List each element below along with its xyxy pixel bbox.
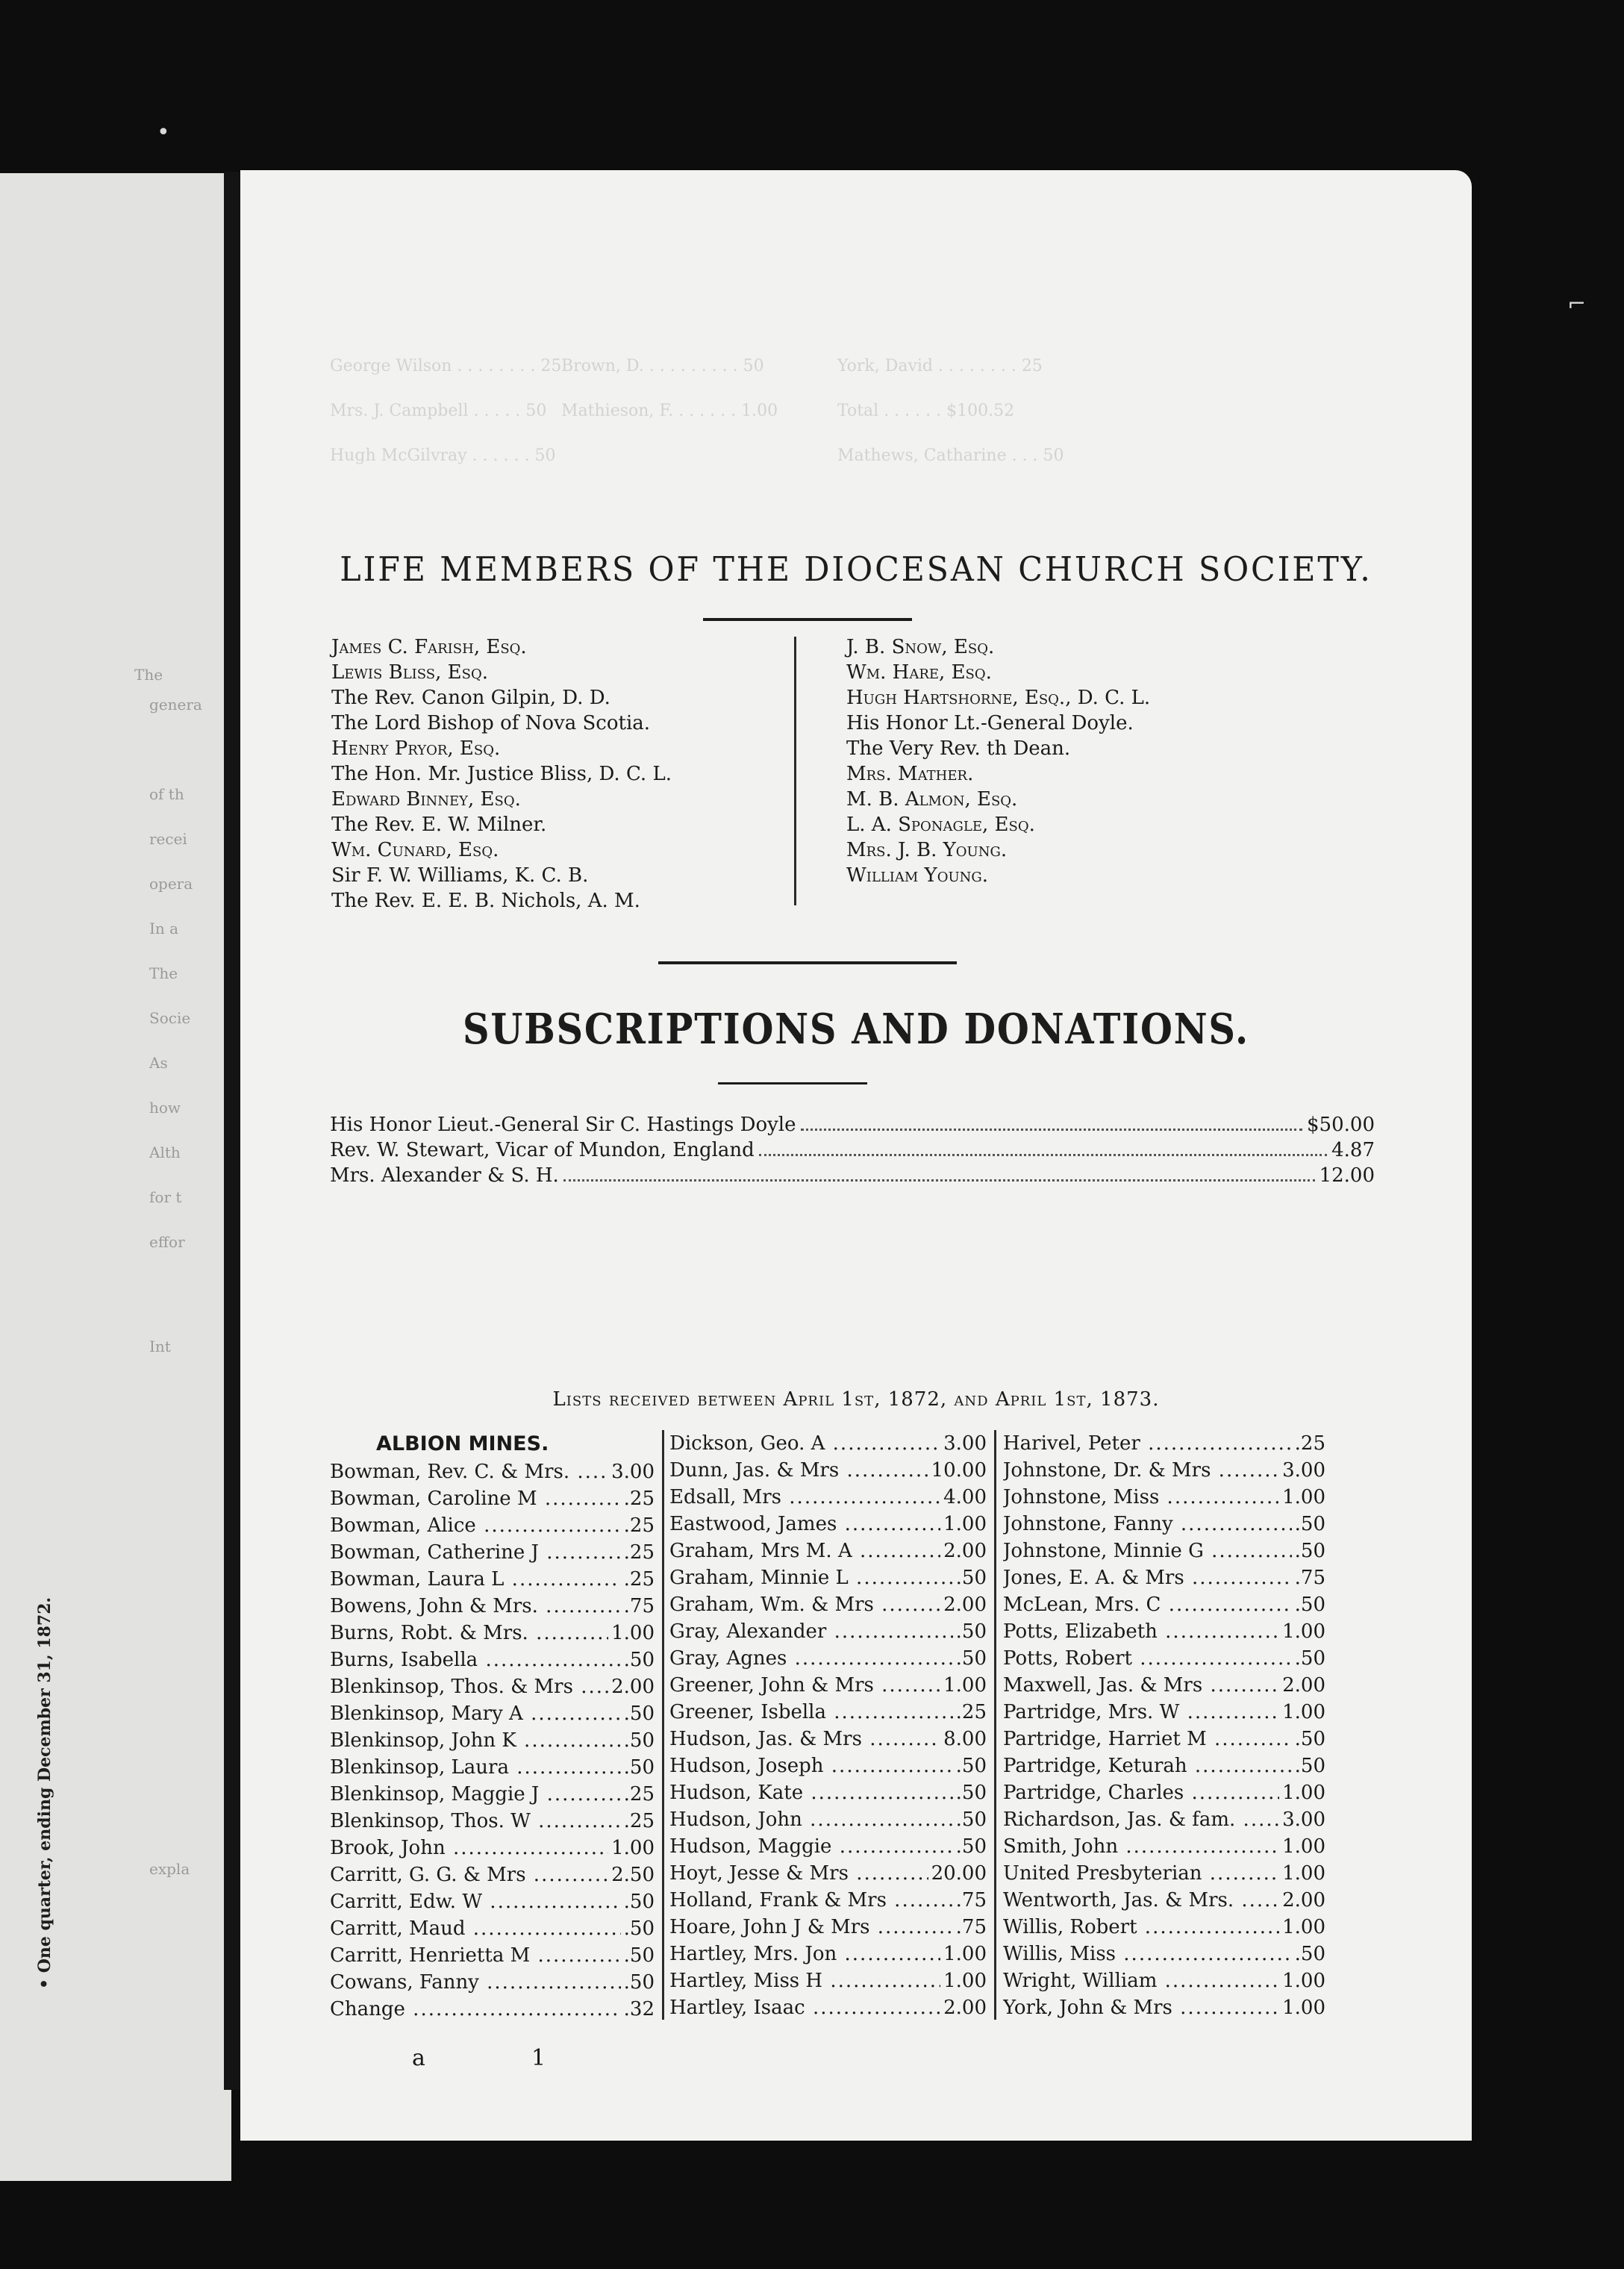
- subscriber-row: [1003, 1618, 1325, 1645]
- subscriber-name: Carritt, Maud .....: [330, 1915, 621, 1942]
- subscriber-row: [669, 1645, 987, 1672]
- subscription-columns: [330, 1430, 1382, 2035]
- subscriber-name: Eastwood, James .....: [669, 1511, 940, 1538]
- life-members-title: LIFE MEMBERS OF THE DIOCESAN CHURCH SOCIETY.: [340, 549, 1372, 589]
- subscriber-amount: 1.00: [1282, 1620, 1325, 1643]
- subscriber-row: [669, 1779, 987, 1806]
- subscriber-amount: .50: [1294, 1594, 1325, 1616]
- subscriber-name: Bowman, Catherine J .....: [330, 1539, 621, 1566]
- subscriber-amount: .50: [955, 1782, 987, 1804]
- subscriber-amount: .50: [623, 1944, 655, 1967]
- facing-page: The genera of th recei opera In a The Socie As how Alth for t effor Int expla • One quarter, ending December 31, 1872.: [0, 173, 231, 2181]
- subscriber-row: [330, 1485, 655, 1512]
- subscriber-amount: .25: [623, 1810, 655, 1832]
- subscriber-amount: .50: [1294, 1647, 1325, 1670]
- subscriber-row: [1003, 1994, 1325, 2021]
- column-divider: [662, 1430, 664, 2020]
- subscription-column-1: [330, 1430, 655, 2023]
- subscriber-amount: 3.00: [1282, 1459, 1325, 1482]
- subscriber-amount: .50: [1294, 1513, 1325, 1535]
- subscriber-row: [1003, 1753, 1325, 1779]
- subscriber-amount: 1.00: [943, 1674, 987, 1697]
- donation-row: His Honor Lieut.-General Sir C. Hastings Doyle $50.00: [330, 1114, 1375, 1136]
- subscriber-name: Partridge, Charles .....: [1003, 1779, 1279, 1806]
- subscriber-amount: 8.00: [943, 1728, 987, 1750]
- subscriber-row: [1003, 1538, 1325, 1564]
- subscriber-amount: .25: [623, 1488, 655, 1510]
- subscription-column-2: [669, 1430, 987, 2021]
- subscriber-row: [330, 1512, 655, 1539]
- life-member: Hugh Hartshorne, Esq., D. C. L.: [846, 687, 1151, 709]
- subscriber-amount: .75: [955, 1889, 987, 1911]
- life-member: The Very Rev. th Dean.: [846, 737, 1071, 760]
- life-member: The Rev. E. W. Milner.: [331, 814, 547, 836]
- subscriber-name: Hartley, Isaac .....: [669, 1994, 940, 2021]
- subscriber-row: [1003, 1779, 1325, 1806]
- subscriber-name: Johnstone, Miss .....: [1003, 1484, 1279, 1511]
- subscriber-name: Bowman, Caroline M .....: [330, 1485, 621, 1512]
- life-member: Henry Pryor, Esq.: [331, 737, 501, 760]
- subscriber-row: [1003, 1887, 1325, 1914]
- donation-row: Mrs. Alexander & S. H. 12.00: [330, 1164, 1375, 1187]
- subscriber-name: Hoare, John J & Mrs .....: [669, 1914, 953, 1941]
- subscriber-row: [669, 1591, 987, 1618]
- subscriber-name: Potts, Elizabeth .....: [1003, 1618, 1279, 1645]
- subscriber-name: Bowman, Laura L .....: [330, 1566, 621, 1593]
- subscriber-row: [1003, 1564, 1325, 1591]
- subscriber-amount: 20.00: [931, 1862, 987, 1885]
- title-rule: [703, 618, 912, 621]
- subscriber-row: [1003, 1941, 1325, 1967]
- subscriber-amount: .50: [955, 1808, 987, 1831]
- subscriber-row: [330, 1727, 655, 1754]
- subscriber-row: [1003, 1967, 1325, 1994]
- life-member: Sir F. W. Williams, K. C. B.: [331, 864, 589, 887]
- subscriber-row: [1003, 1457, 1325, 1484]
- subscriber-row: [669, 1833, 987, 1860]
- side-note: • One quarter, ending December 31, 1872.: [35, 1597, 54, 1989]
- subscriber-amount: 2.00: [1282, 1674, 1325, 1697]
- subscriber-row: [669, 1430, 987, 1457]
- subscriber-name: York, John & Mrs .....: [1003, 1994, 1279, 2021]
- subscriber-row: [330, 1700, 655, 1727]
- life-member: Edward Binney, Esq.: [331, 788, 521, 811]
- subscriber-amount: .50: [623, 1917, 655, 1940]
- subscriber-row: [1003, 1430, 1325, 1457]
- subscriber-amount: 2.50: [611, 1864, 655, 1886]
- subscriber-amount: 3.00: [1282, 1808, 1325, 1831]
- subscriber-name: Gray, Alexander .....: [669, 1618, 953, 1645]
- subscriber-name: Johnstone, Fanny .....: [1003, 1511, 1292, 1538]
- life-members-left: [331, 634, 672, 914]
- subscriber-row: [330, 1593, 655, 1620]
- subscriber-name: United Presbyterian .....: [1003, 1860, 1279, 1887]
- binding-shadow: [224, 172, 240, 2090]
- subscriber-name: Dunn, Jas. & Mrs .....: [669, 1457, 928, 1484]
- subscriber-row: [330, 1835, 655, 1861]
- subscriber-row: [669, 1538, 987, 1564]
- subscriber-row: [1003, 1511, 1325, 1538]
- subscriber-name: Graham, Minnie L .....: [669, 1564, 953, 1591]
- subscriber-amount: 1.00: [1282, 1970, 1325, 1992]
- subscriber-amount: .50: [623, 1702, 655, 1725]
- subscriber-name: Hudson, Kate .....: [669, 1779, 953, 1806]
- life-members-right: [846, 634, 1150, 888]
- subscriber-row: [330, 1566, 655, 1593]
- subscriber-amount: 2.00: [943, 1997, 987, 2019]
- subscriber-name: Potts, Robert .....: [1003, 1645, 1292, 1672]
- subscriber-name: Carritt, G. G. & Mrs .....: [330, 1861, 608, 1888]
- subscriber-amount: 2.00: [611, 1676, 655, 1698]
- life-member: The Hon. Mr. Justice Bliss, D. C. L.: [331, 763, 672, 785]
- page-number: 1: [531, 2045, 546, 2071]
- subscriber-amount: .50: [955, 1620, 987, 1643]
- subscriber-amount: 1.00: [1282, 1916, 1325, 1938]
- subscriber-name: Bowman, Rev. C. & Mrs. .....: [330, 1458, 608, 1485]
- life-member: Wm. Hare, Esq.: [846, 661, 992, 684]
- subscriber-row: [669, 1699, 987, 1726]
- subscriber-row: [1003, 1645, 1325, 1672]
- subscriber-row: [1003, 1860, 1325, 1887]
- subscriber-name: Johnstone, Minnie G .....: [1003, 1538, 1292, 1564]
- subscriber-row: [669, 1994, 987, 2021]
- subscriber-name: Maxwell, Jas. & Mrs .....: [1003, 1672, 1279, 1699]
- speck-mark: ⌐: [1567, 291, 1587, 317]
- subscriber-name: Cowans, Fanny .....: [330, 1969, 621, 1996]
- subscriber-amount: .25: [623, 1541, 655, 1564]
- subscriptions-rule: [718, 1082, 867, 1084]
- subscriber-amount: .50: [623, 1649, 655, 1671]
- subscriber-name: Brook, John .....: [330, 1835, 608, 1861]
- subscriber-row: [669, 1941, 987, 1967]
- subscriber-row: [1003, 1914, 1325, 1941]
- subscriber-row: [1003, 1484, 1325, 1511]
- subscriber-row: [669, 1806, 987, 1833]
- subscriber-row: [330, 1781, 655, 1808]
- subscriber-row: [669, 1914, 987, 1941]
- subscriber-name: Hudson, Maggie .....: [669, 1833, 953, 1860]
- subscriber-amount: 1.00: [611, 1837, 655, 1859]
- subscriber-row: [1003, 1833, 1325, 1860]
- subscriber-amount: 2.00: [943, 1594, 987, 1616]
- subscriber-row: [330, 1915, 655, 1942]
- subscription-column-3: [1003, 1430, 1325, 2021]
- subscriber-name: Smith, John .....: [1003, 1833, 1279, 1860]
- subscriber-name: Graham, Wm. & Mrs .....: [669, 1591, 940, 1618]
- signature-mark: a: [412, 2045, 425, 2071]
- subscriber-amount: .50: [1294, 1755, 1325, 1777]
- subscriber-name: Dickson, Geo. A .....: [669, 1430, 940, 1457]
- subscriber-name: Johnstone, Dr. & Mrs .....: [1003, 1457, 1279, 1484]
- subscriber-row: [669, 1967, 987, 1994]
- subscriber-name: Bowman, Alice .....: [330, 1512, 621, 1539]
- subscriber-name: Hudson, Jas. & Mrs .....: [669, 1726, 940, 1753]
- subscriber-amount: 1.00: [1282, 1486, 1325, 1508]
- subscriber-name: Carritt, Edw. W .....: [330, 1888, 621, 1915]
- life-member: The Rev. E. E. B. Nichols, A. M.: [331, 890, 640, 912]
- subscriber-row: [669, 1726, 987, 1753]
- subscriber-name: Edsall, Mrs .....: [669, 1484, 940, 1511]
- life-member: Mrs. Mather.: [846, 763, 974, 785]
- subscriber-row: [669, 1753, 987, 1779]
- subscriber-row: [669, 1511, 987, 1538]
- subscriber-name: Blenkinsop, Maggie J .....: [330, 1781, 621, 1808]
- subscriber-name: Wentworth, Jas. & Mrs. .....: [1003, 1887, 1279, 1914]
- subscriber-amount: .32: [623, 1998, 655, 2020]
- subscriber-amount: .75: [623, 1595, 655, 1617]
- subscriber-amount: 1.00: [1282, 1782, 1325, 1804]
- subscriber-amount: .50: [955, 1835, 987, 1858]
- subscriber-name: Richardson, Jas. & fam. .....: [1003, 1806, 1279, 1833]
- life-member: Wm. Cunard, Esq.: [331, 839, 499, 861]
- subscriber-row: [330, 1942, 655, 1969]
- life-member: William Young.: [846, 864, 989, 887]
- subscriber-name: Willis, Miss .....: [1003, 1941, 1292, 1967]
- subscriber-name: Blenkinsop, Thos. & Mrs .....: [330, 1673, 608, 1700]
- subscriber-amount: .50: [1294, 1943, 1325, 1965]
- subscriber-amount: 1.00: [1282, 1862, 1325, 1885]
- subscriber-name: Holland, Frank & Mrs .....: [669, 1887, 953, 1914]
- subscriber-name: Greener, Isbella .....: [669, 1699, 953, 1726]
- subscriber-row: [1003, 1726, 1325, 1753]
- subscriber-amount: .25: [623, 1783, 655, 1805]
- subscriber-row: [330, 1996, 655, 2023]
- subscriber-name: Partridge, Keturah .....: [1003, 1753, 1292, 1779]
- subscriber-name: Harivel, Peter .....: [1003, 1430, 1292, 1457]
- subscriber-row: [669, 1564, 987, 1591]
- subscriber-name: Hartley, Miss H .....: [669, 1967, 940, 1994]
- subscriber-name: McLean, Mrs. C .....: [1003, 1591, 1292, 1618]
- subscriber-amount: .50: [955, 1567, 987, 1589]
- life-member: Lewis Bliss, Esq.: [331, 661, 488, 684]
- subscriber-name: Blenkinsop, Thos. W .....: [330, 1808, 621, 1835]
- subscriber-amount: 1.00: [943, 1513, 987, 1535]
- subscriber-name: Gray, Agnes .....: [669, 1645, 953, 1672]
- subscriber-row: [669, 1672, 987, 1699]
- life-member: The Lord Bishop of Nova Scotia.: [331, 712, 651, 734]
- subscriber-name: Partridge, Mrs. W .....: [1003, 1699, 1279, 1726]
- subscriber-row: [330, 1539, 655, 1566]
- document-page: [240, 170, 1472, 2141]
- subscriber-row: [330, 1888, 655, 1915]
- subscriber-amount: .50: [1294, 1540, 1325, 1562]
- subscriber-amount: .25: [623, 1514, 655, 1537]
- subscriber-row: [330, 1754, 655, 1781]
- subscriber-amount: .75: [955, 1916, 987, 1938]
- subscriber-name: Burns, Robt. & Mrs. .....: [330, 1620, 608, 1647]
- subscriber-amount: .50: [623, 1756, 655, 1779]
- subscriber-row: [1003, 1672, 1325, 1699]
- donation-row: Rev. W. Stewart, Vicar of Mundon, England 4.87: [330, 1139, 1375, 1161]
- subscriptions-title: SUBSCRIPTIONS AND DONATIONS.: [463, 1005, 1249, 1054]
- subscriber-amount: 1.00: [611, 1622, 655, 1644]
- subscriber-amount: .75: [1294, 1567, 1325, 1589]
- subscriber-name: Graham, Mrs M. A .....: [669, 1538, 940, 1564]
- subscriber-amount: 10.00: [931, 1459, 987, 1482]
- subscriber-amount: 1.00: [943, 1970, 987, 1992]
- subscriber-name: Greener, John & Mrs .....: [669, 1672, 940, 1699]
- subscriber-name: Hoyt, Jesse & Mrs .....: [669, 1860, 928, 1887]
- section-heading: ALBION MINES.: [376, 1432, 549, 1455]
- subscriber-name: Change .....: [330, 1996, 621, 2023]
- subscriber-name: Burns, Isabella .....: [330, 1647, 621, 1673]
- life-member: His Honor Lt.-General Doyle.: [846, 712, 1134, 734]
- subscriber-amount: 1.00: [1282, 1835, 1325, 1858]
- subscriber-amount: 3.00: [611, 1461, 655, 1483]
- subscriber-row: [669, 1484, 987, 1511]
- subscriber-row: [669, 1887, 987, 1914]
- subscriber-amount: .25: [1294, 1432, 1325, 1455]
- subscriber-name: Blenkinsop, Laura .....: [330, 1754, 621, 1781]
- speck-mark: •: [157, 119, 170, 146]
- subscriber-row: [330, 1673, 655, 1700]
- subscriber-amount: 1.00: [1282, 1997, 1325, 2019]
- subscriber-row: [330, 1861, 655, 1888]
- subscriber-amount: .50: [623, 1891, 655, 1913]
- subscriber-row: [669, 1457, 987, 1484]
- column-divider: [994, 1430, 996, 2020]
- subscriber-name: Hudson, John .....: [669, 1806, 953, 1833]
- subscriber-amount: .50: [623, 1971, 655, 1994]
- subscriber-row: [330, 1969, 655, 1996]
- life-member: J. B. Snow, Esq.: [846, 636, 995, 658]
- subscriber-row: [330, 1808, 655, 1835]
- subscriber-name: Carritt, Henrietta M .....: [330, 1942, 621, 1969]
- subscriber-row: [669, 1860, 987, 1887]
- subscriber-amount: 1.00: [943, 1943, 987, 1965]
- subscriber-row: [1003, 1699, 1325, 1726]
- subscriber-row: [330, 1620, 655, 1647]
- subscriber-amount: .25: [623, 1568, 655, 1591]
- subscriber-amount: 4.00: [943, 1486, 987, 1508]
- subscriber-amount: .50: [623, 1729, 655, 1752]
- subscriber-row: [330, 1647, 655, 1673]
- subscriber-name: Hudson, Joseph .....: [669, 1753, 953, 1779]
- life-member: L. A. Sponagle, Esq.: [846, 814, 1035, 836]
- subscriber-amount: 3.00: [943, 1432, 987, 1455]
- life-member: M. B. Almon, Esq.: [846, 788, 1018, 811]
- life-member: Mrs. J. B. Young.: [846, 839, 1008, 861]
- subscriber-row: [330, 1458, 655, 1485]
- subscriber-amount: .50: [955, 1647, 987, 1670]
- lists-heading: Lists received between April 1st, 1872, and April 1st, 1873.: [552, 1388, 1160, 1411]
- subscriber-amount: 2.00: [943, 1540, 987, 1562]
- subscriber-name: Hartley, Mrs. Jon .....: [669, 1941, 940, 1967]
- bleed-through: George Wilson . . . . . . . . 25 Brown, D. . . . . . . . . . 50 York, David . . . . . . . . 25 Mrs. J. Campbell . . . . . 50 Mathieson, F. . . . . . . 1.00 Total . . . . . . $100.52 Hugh McGilvray . . . . . . 50 Mathews, Catharine . . . 50: [330, 357, 1064, 465]
- subscriber-amount: .50: [955, 1755, 987, 1777]
- section-rule: [658, 961, 957, 964]
- subscriber-row: [1003, 1806, 1325, 1833]
- subscriber-name: Bowens, John & Mrs. .....: [330, 1593, 621, 1620]
- subscriber-row: [1003, 1591, 1325, 1618]
- subscriber-row: [669, 1618, 987, 1645]
- life-member: The Rev. Canon Gilpin, D. D.: [331, 687, 610, 709]
- subscriber-name: Willis, Robert .....: [1003, 1914, 1279, 1941]
- subscriber-amount: .25: [955, 1701, 987, 1723]
- subscriber-name: Wright, William .....: [1003, 1967, 1279, 1994]
- subscriber-amount: 1.00: [1282, 1701, 1325, 1723]
- column-divider: [794, 637, 796, 905]
- subscriber-name: Blenkinsop, Mary A .....: [330, 1700, 621, 1727]
- subscriber-amount: .50: [1294, 1728, 1325, 1750]
- subscriber-name: Jones, E. A. & Mrs .....: [1003, 1564, 1292, 1591]
- subscriber-amount: 2.00: [1282, 1889, 1325, 1911]
- subscriber-name: Blenkinsop, John K .....: [330, 1727, 621, 1754]
- life-member: James C. Farish, Esq.: [331, 636, 527, 658]
- subscriber-name: Partridge, Harriet M .....: [1003, 1726, 1292, 1753]
